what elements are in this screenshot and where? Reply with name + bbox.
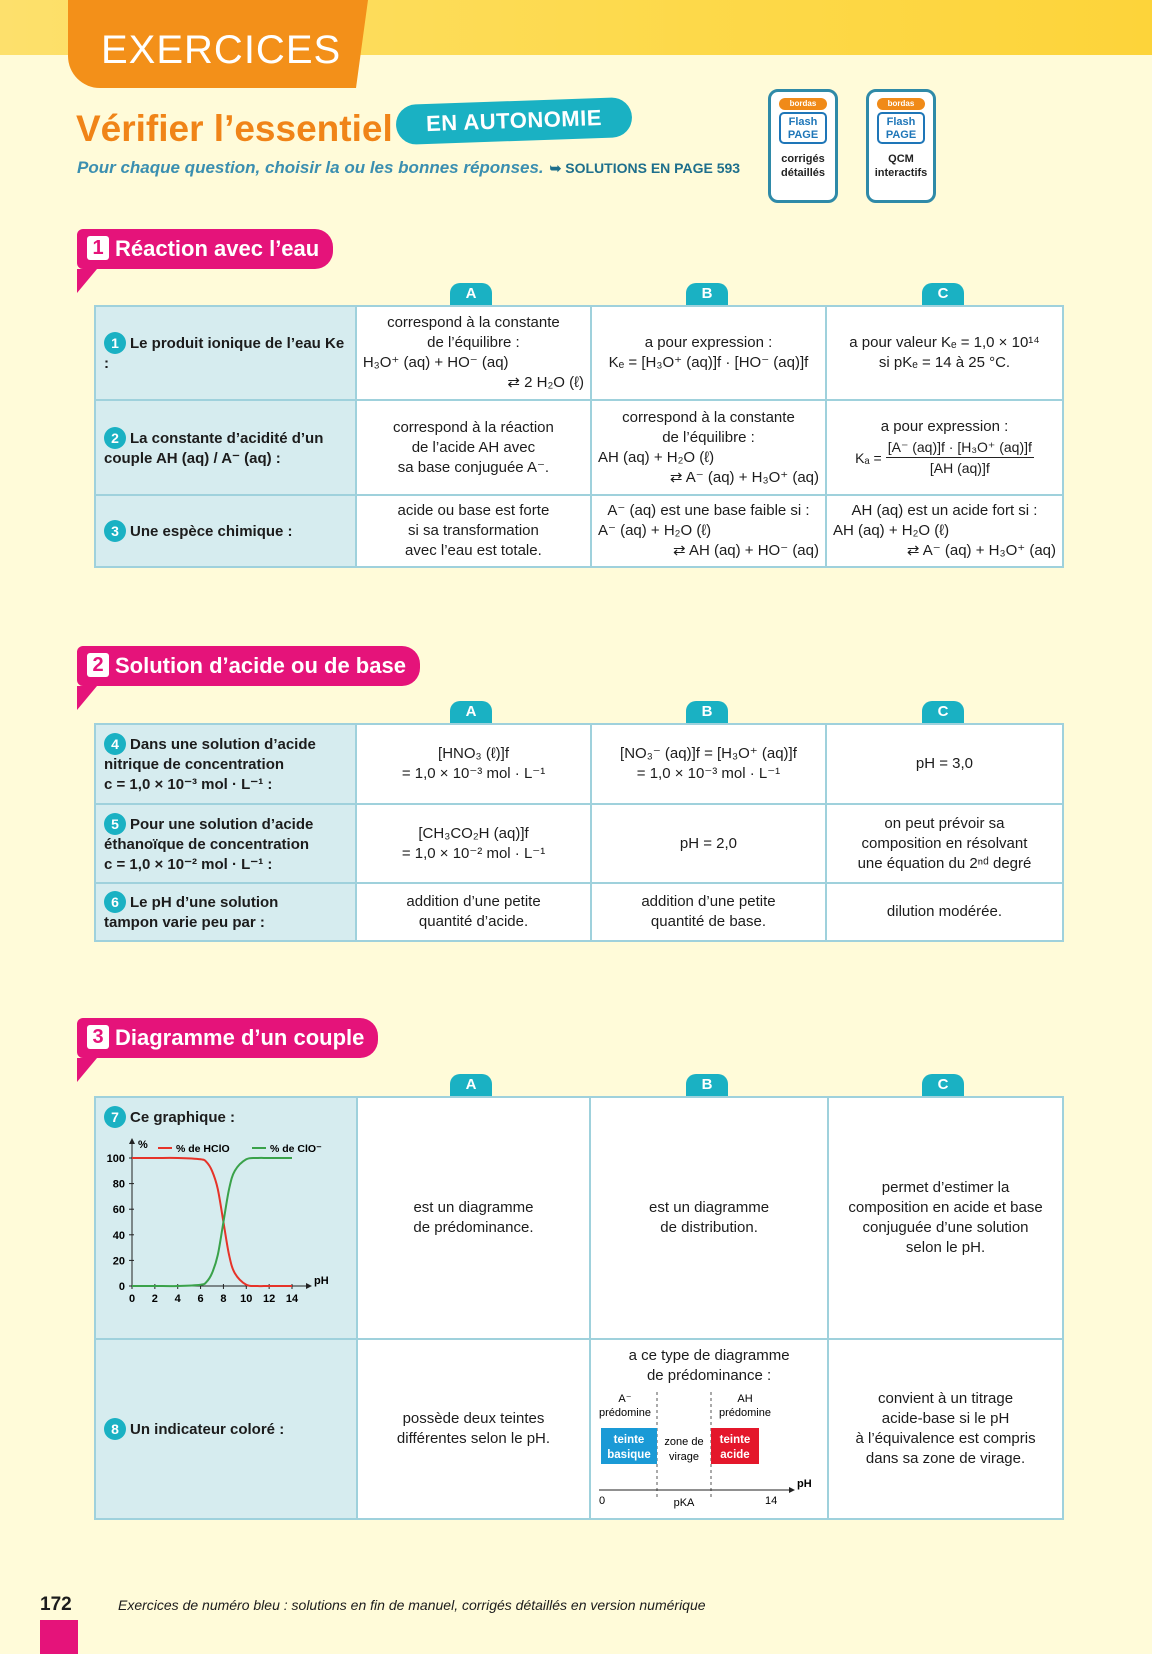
y-tick-label: 20 (112, 1255, 125, 1268)
ph-axis-label: pH (797, 1478, 812, 1490)
answer-4c[interactable]: pH = 3,0 (826, 724, 1063, 804)
section-2-tab: 2 Solution d’acide ou de base (77, 646, 420, 686)
answer-7a[interactable]: est un diagramme de prédominance. (357, 1097, 590, 1339)
answer-3a[interactable]: acide ou base est forte si sa transformation avec l’eau est totale. (356, 495, 591, 567)
x-axis-label: pH (314, 1275, 329, 1287)
section-3-table (94, 1096, 1064, 1520)
section-tab-tail (77, 269, 97, 293)
answer-1b[interactable]: a pour expression : Kₑ = [H₃O⁺ (aq)]f · [HO⁻ (aq)]f (591, 306, 826, 400)
left-label-2: prédomine (599, 1407, 652, 1419)
y-tick-label: 60 (112, 1204, 125, 1217)
answer-5b[interactable]: pH = 2,0 (591, 804, 826, 883)
bordas-logo: bordas (877, 98, 925, 110)
answer-2a[interactable]: correspond à la réaction de l’acide AH avec sa base conjuguée A⁻. (356, 400, 591, 495)
question-1: 1 Le produit ionique de l’eau Ke : (95, 306, 356, 400)
y-tick-label: 40 (112, 1229, 125, 1242)
legend-entry: % de HClO (176, 1143, 230, 1155)
footer-note: Exercices de numéro bleu : solutions en fin de manuel, corrigés détaillés en version numérique (118, 1597, 706, 1613)
answer-1c[interactable]: a pour valeur Kₑ = 1,0 × 10¹⁴ si pKₑ = 14 à 25 °C. (826, 306, 1063, 400)
answer-3b[interactable]: A⁻ (aq) est une base faible si : A⁻ (aq) + H₂O (ℓ) ⇄ AH (aq) + HO⁻ (aq) (591, 495, 826, 567)
tick-pka: pKA (673, 1497, 695, 1509)
col-header-b: B (686, 1074, 728, 1096)
tick-right: 14 (765, 1495, 778, 1507)
answer-3c[interactable]: AH (aq) est un acide fort si : AH (aq) + H₂O (ℓ) ⇄ A⁻ (aq) + H₃O⁺ (aq) (826, 495, 1063, 567)
x-tick-label: 0 (128, 1293, 136, 1305)
x-tick-label: 12 (263, 1293, 276, 1305)
distribution-chart (98, 1132, 344, 1328)
answer-7c[interactable]: permet d’estimer la composition en acide et base conjuguée d’une solution selon le pH. (828, 1097, 1063, 1339)
answer-4a[interactable]: [HNO₃ (ℓ)]f = 1,0 × 10⁻³ mol · L⁻¹ (356, 724, 591, 804)
legend-entry: % de ClO⁻ (270, 1143, 322, 1155)
instruction: Pour chaque question, choisir la ou les bonnes réponses. ➥ SOLUTIONS EN PAGE 593 (77, 158, 741, 177)
section-1-tab: 1 Réaction avec l’eau (77, 229, 333, 269)
answer-6a[interactable]: addition d’une petite quantité d’acide. (356, 883, 591, 941)
question-4: 4 Dans une solution d’acide nitrique de concentration c = 1,0 × 10⁻³ mol · L⁻¹ : (95, 724, 356, 804)
col-header-b: B (686, 701, 728, 723)
autonomie-badge: EN AUTONOMIE (395, 97, 632, 145)
x-tick-label: 8 (220, 1293, 227, 1305)
answer-5a[interactable]: [CH₃CO₂H (aq)]f = 1,0 × 10⁻² mol · L⁻¹ (356, 804, 591, 883)
section-tab-tail (77, 686, 97, 710)
answer-8a[interactable]: possède deux teintes différentes selon le pH. (357, 1339, 590, 1519)
zone-label-1: zone de (664, 1436, 704, 1448)
predominance-diagram (593, 1390, 825, 1512)
x-tick-label: 10 (240, 1293, 253, 1305)
series-line (132, 1158, 292, 1286)
right-label-2: prédomine (719, 1407, 772, 1419)
bordas-logo: bordas (779, 98, 827, 110)
app-caption: QCM interactifs (874, 153, 928, 179)
col-header-b: B (686, 283, 728, 305)
question-6: 6 Le pH d’une solution tampon varie peu par : (95, 883, 356, 941)
flashpage-qcm-app[interactable] (866, 89, 936, 203)
y-tick-label: 80 (112, 1178, 125, 1191)
footer-marker (40, 1620, 78, 1654)
question-8: 8 Un indicateur coloré : (95, 1339, 357, 1519)
flashpage-corriges-app[interactable] (768, 89, 838, 203)
basic-label-1: teinte (613, 1434, 645, 1446)
question-2: 2 La constante d’acidité d’un couple AH (aq) / A⁻ (aq) : (95, 400, 356, 495)
x-tick-label: 2 (151, 1293, 158, 1305)
zone-label-2: virage (669, 1451, 700, 1463)
answer-2b[interactable]: correspond à la constante de l’équilibre : AH (aq) + H₂O (ℓ) ⇄ A⁻ (aq) + H₃O⁺ (aq) (591, 400, 826, 495)
y-axis-arrow (129, 1138, 135, 1144)
question-3: 3 Une espèce chimique : (95, 495, 356, 567)
answer-5c[interactable]: on peut prévoir sa composition en résolvant une équation du 2ⁿᵈ degré (826, 804, 1063, 883)
x-axis-arrow (306, 1283, 312, 1289)
x-tick-label: 4 (174, 1293, 181, 1305)
answer-1a[interactable]: correspond à la constante de l’équilibre : H₃O⁺ (aq) + HO⁻ (aq) ⇄ 2 H₂O (ℓ) (356, 306, 591, 400)
answer-7b[interactable]: est un diagramme de distribution. (590, 1097, 828, 1339)
solutions-link[interactable]: ➥ SOLUTIONS EN PAGE 593 (549, 160, 741, 176)
question-5: 5 Pour une solution d’acide éthanoïque de concentration c = 1,0 × 10⁻² mol · L⁻¹ : (95, 804, 356, 883)
flashpage-logo: Flash PAGE (877, 112, 925, 144)
page-title: Vérifier l’essentiel (76, 108, 393, 149)
tick-left: 0 (599, 1495, 606, 1507)
y-axis-label: % (138, 1139, 148, 1151)
answer-2c[interactable]: a pour expression : Kₐ = $\frac{\text{[A⁻ (aq)]f · [H₃O⁺ (aq)]f}}{[AH (aq)]f}$ (826, 400, 1063, 495)
question-7: 7 Ce graphique : % pH 0 20 40 60 80 100 0 2 4 6 8 10 12 14 % de HClO % de ClO⁻ (95, 1097, 357, 1339)
y-tick-label: 0 (118, 1281, 125, 1293)
section-1-table (94, 305, 1064, 568)
series-line (132, 1158, 292, 1286)
right-label-1: AH (737, 1393, 753, 1405)
app-caption: corrigés détaillés (780, 153, 826, 179)
col-header-c: C (922, 701, 964, 723)
left-label-1: A⁻ (618, 1393, 632, 1405)
exercices-title: EXERCICES (101, 28, 342, 72)
answer-4b[interactable]: [NO₃⁻ (aq)]f = [H₃O⁺ (aq)]f = 1,0 × 10⁻³ mol · L⁻¹ (591, 724, 826, 804)
section-3-tab: 3 Diagramme d’un couple (77, 1018, 378, 1058)
col-header-c: C (922, 283, 964, 305)
answer-6b[interactable]: addition d’une petite quantité de base. (591, 883, 826, 941)
flashpage-logo: Flash PAGE (779, 112, 827, 144)
col-header-c: C (922, 1074, 964, 1096)
answer-8b[interactable]: a ce type de diagramme de prédominance : A⁻ prédomine AH prédomine teinte basique zone de virage teinte acide pH 0 pKA 14 (590, 1339, 828, 1519)
answer-6c[interactable]: dilution modérée. (826, 883, 1063, 941)
col-header-a: A (450, 1074, 492, 1096)
y-tick-label: 100 (106, 1153, 125, 1165)
x-tick-label: 6 (197, 1293, 204, 1305)
section-tab-tail (77, 1058, 97, 1082)
col-header-a: A (450, 283, 492, 305)
basic-label-2: basique (607, 1449, 651, 1461)
x-tick-label: 14 (285, 1293, 299, 1305)
section-2-table (94, 723, 1064, 942)
page-number: 172 (40, 1594, 72, 1615)
acid-label-2: acide (720, 1449, 750, 1461)
col-header-a: A (450, 701, 492, 723)
answer-8c[interactable]: convient à un titrage acide-base si le pH à l’équivalence est compris dans sa zone de virage. (828, 1339, 1063, 1519)
acid-label-1: teinte (719, 1434, 751, 1446)
